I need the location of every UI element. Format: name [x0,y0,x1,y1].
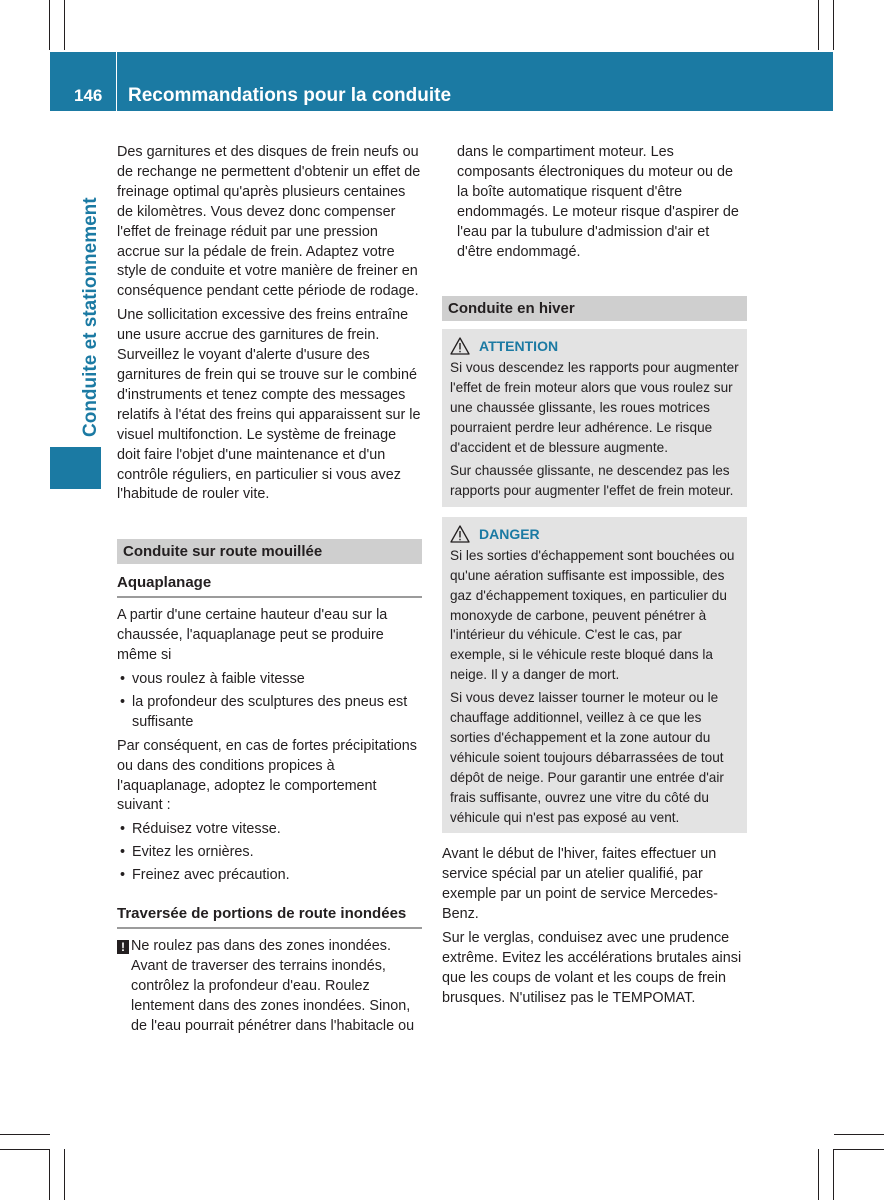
crop-mark [834,1149,884,1150]
danger-text: Si les sorties d'échappement sont bouchées ou qu'une aération suffisante est impossible, des gaz d'échappement toxiques, en particulier du monoxyde de carbone, peuvent pénétrer à l'intérieur du véhicule. C'est le cas, par exemple, si le véhicule reste bloqué dans la neige. Il y a danger de mort. [450,547,735,683]
note-flooded-roads [117,937,422,1037]
attention-title-row [450,337,739,355]
list-item: • Evitez les ornières. [117,843,422,863]
danger-label: DANGER [479,525,540,542]
heading-wet-road: Conduite sur route mouillée [117,539,422,564]
aquaplaning-actions-list [117,820,422,886]
attention-text: Sur chaussée glissante, ne descendez pas les rapports pour augmenter l'effet de frein moteur. [450,462,734,498]
list-item: • vous roulez à faible vitesse [117,670,422,690]
attention-box [442,329,747,506]
crop-mark [833,0,834,50]
list-item: • Freinez avec précaution. [117,866,422,886]
page-number: 146 [74,86,103,105]
paragraph-brake-pads: Des garnitures et des disques de frein neufs ou de rechange ne permettent d'obtenir un effet de freinage optimal qu'après plusieurs centaines de kilomètres. Vous devez donc compenser l'effet de freinage réduit par une pression accrue sur la pédale de frein. Adaptez votre style de conduite et votre manière de freiner en conséquence pendant cette période de rodage. [117,144,421,300]
danger-box [442,517,747,834]
warning-triangle-icon [450,337,470,355]
attention-label: ATTENTION [479,338,559,355]
paragraph-engine-compartment: dans le compartiment moteur. Les composants électroniques du moteur ou de la boîte automatique risquent d'être endommagés. Le moteur risque d'aspirer de l'eau par la tubulure d'admission d'air et d'être endommagé. [457,144,739,260]
note-text: Ne roulez pas dans des zones inondées. Avant de traverser des terrains inondés, contrôlez la profondeur d'eau. Roulez lentement dans des zones inondées. Sinon, de l'eau pourrait pénétrer dans l'habitacle ou [131,938,415,1034]
danger-text: Si vous devez laisser tourner le moteur ou le chauffage additionnel, veillez à ce que les sorties d'échappement et la zone autour du véhicule soient toujours débarrassées de tout dépôt de neige. Pour garantir une entrée d'air frais suffisante, ouvrez une vitre du côté du véhicule qui n'est pas exposé au vent. [450,690,724,825]
left-column [117,143,422,1037]
crop-mark [49,1149,50,1200]
paragraph-brake-wear: Une sollicitation excessive des freins entraîne une usure accrue des garnitures de frein. Surveillez le voyant d'alerte d'usure des garnitures de frein qui se trouve sur le combiné d'instruments et tenez compte des messages relatifs à l'état des freins qui apparaissent sur le visuel multifonction. Le système de freinage doit faire l'objet d'une maintenance et d'un contrôle réguliers, en particulier si vous avez l'habitude de rouler vite. [117,307,421,503]
aquaplaning-conditions-list [117,670,422,733]
crop-mark [64,0,65,50]
crop-mark [818,0,819,50]
header-divider [116,52,117,111]
crop-mark [834,1134,884,1135]
crop-mark [49,0,50,50]
paragraph-aquaplaning: A partir d'une certaine hauteur d'eau sur la chaussée, l'aquaplanage peut se produire même si [117,607,388,664]
chapter-title: Conduite et stationnement [80,197,101,437]
heading-winter-driving: Conduite en hiver [442,296,747,321]
paragraph-winter-service: Avant le début de l'hiver, faites effectuer un service spécial par un atelier qualifié, par exemple par un point de service Mercedes-Benz. [442,846,718,923]
danger-title-row [450,525,739,543]
crop-mark [833,1149,834,1200]
subheading-flooded-roads: Traversée de portions de route inondées [117,904,422,929]
list-item: • la profondeur des sculptures des pneus est suffisante [117,693,422,733]
subheading-aquaplaning: Aquaplanage [117,573,422,598]
crop-mark [818,1149,819,1200]
crop-mark [0,1134,50,1135]
crop-mark [0,1149,50,1150]
crop-mark [64,1149,65,1200]
paragraph-aquaplaning-behaviour: Par conséquent, en cas de fortes précipitations ou dans des conditions propices à l'aquaplanage, adoptez le comportement suivant : [117,737,417,814]
warning-triangle-icon [450,525,470,543]
section-title: Recommandations pour la conduite [128,85,452,106]
side-tab-marker [50,447,101,489]
exclamation-icon: ! [117,940,129,954]
attention-text: Si vous descendez les rapports pour augmenter l'effet de frein moteur alors que vous roulez sur une chaussée glissante, les roues motrices pourraient perdre leur adhérence. Le risque d'accident et de blessure augmente. [450,360,739,456]
right-column [442,143,747,1013]
list-item: • Réduisez votre vitesse. [117,820,422,840]
paragraph-ice-driving: Sur le verglas, conduisez avec une prudence extrême. Evitez les accélérations brutales ainsi que les coups de volant et les coups de frein brusques. N'utilisez pas le TEMPOMAT. [442,930,742,1006]
